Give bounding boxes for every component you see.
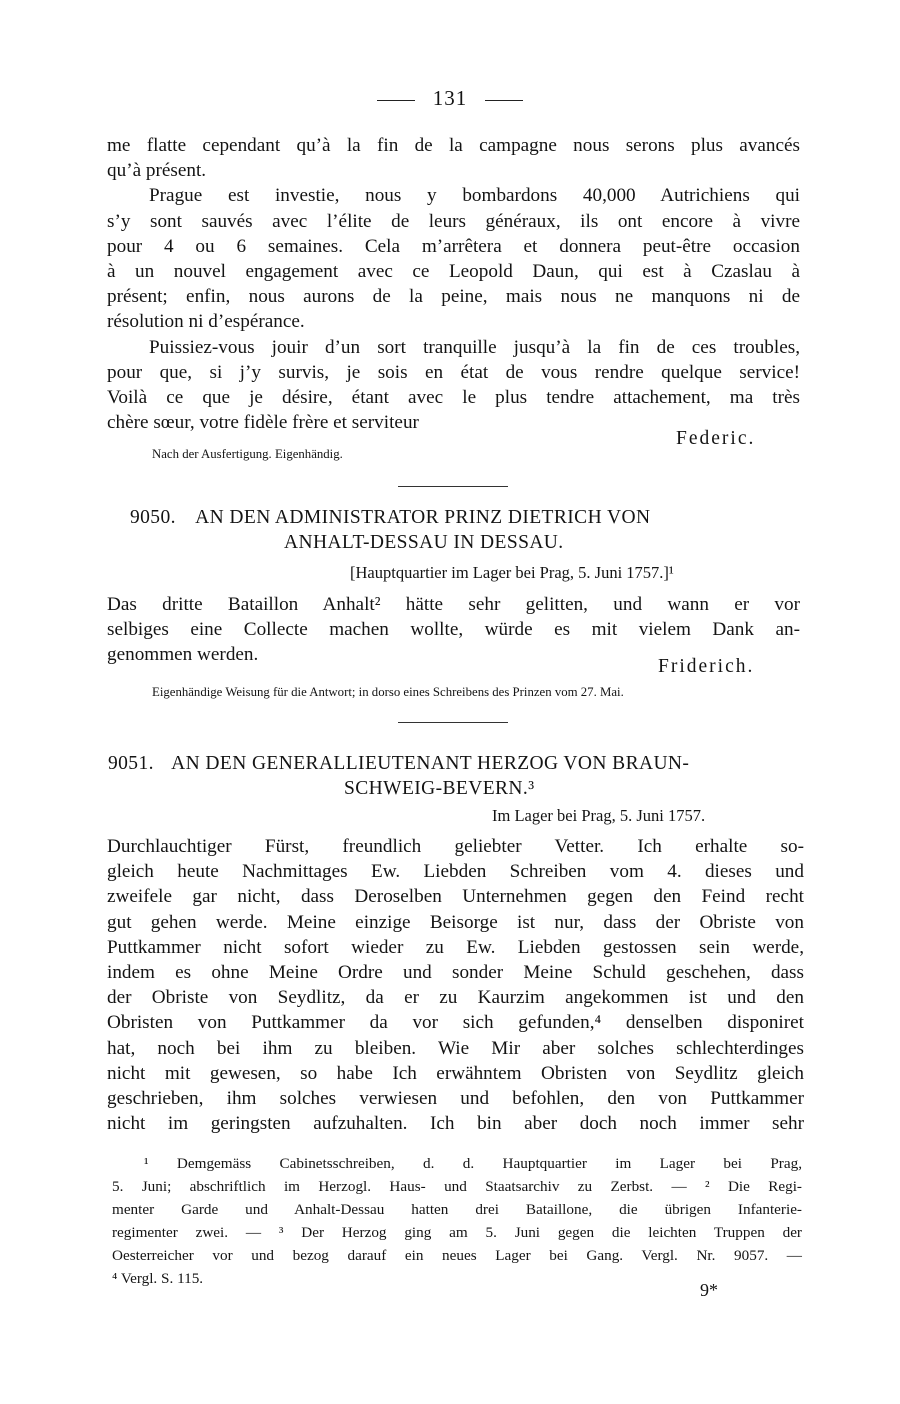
body-line: Obristen von Puttkammer da vor sich gefunden,⁴ denselben disponiret [107,1012,804,1034]
body-line: Voilà ce que je désire, étant avec le plus tendre attachement, ma très [107,386,800,408]
letter-continuation [107,133,800,435]
body-line: geschrieben, ihm solches verwiesen und befohlen, den von Puttkammer [107,1087,804,1109]
body-line: genommen werden. [107,644,259,666]
signature-friderich: Friderich. [658,656,755,677]
body-line: gleich heute Nachmittages Ew. Liebden Schreiben vom 4. dieses und [107,861,804,883]
body-line: Puttkammer nicht sofort wieder zu Ew. Liebden gestossen sein werde, [107,936,804,958]
body-line: s’y sont sauvés avec l’élite de leurs généraux, ils ont encore à vivre [107,210,800,232]
body-line: pour 4 ou 6 semaines. Cela m’arrêtera et donnera peut-être occasion [107,235,800,257]
letter-heading [108,753,689,775]
body-line: qu’à présent. [107,160,207,182]
body-line: présent; enfin, nous aurons de la peine, mais nous ne manquons ni de [107,286,800,308]
letter-number: 9051. [108,753,154,774]
letter-heading-line: SCHWEIG-BEVERN.³ [344,778,535,799]
body-line: Das dritte Bataillon Anhalt² hätte sehr gelitten, und wann er vor [107,594,800,615]
page-number-rule-right [485,100,523,101]
signature-federic: Federic. [676,428,756,449]
body-line: hat, noch bei ihm zu bleiben. Wie Mir aber solches schlechterdinges [107,1037,804,1059]
dateline: Im Lager bei Prag, 5. Juni 1757. [492,806,706,825]
footnote-line: Oesterreicher vor und bezog darauf ein neues Lager bei Gang. Vergl. Nr. 9057. — [112,1247,802,1264]
section-divider [398,486,508,487]
body-line: chère sœur, votre fidèle frère et serviteur [107,412,419,434]
body-line: nicht mit gewesen, so habe Ich erwähntem Obristen von Seydlitz gleich [107,1062,804,1084]
letter-heading [130,507,650,529]
letter-heading-line: ANHALT-DESSAU IN DESSAU. [284,532,564,553]
body-line: Durchlauchtiger Fürst, freundlich geliebter Vetter. Ich erhalte so- [107,836,804,857]
footnote-line: 5. Juni; abschriftlich im Herzogl. Haus- und Staatsarchiv zu Zerbst. — ² Die Regi- [112,1178,802,1195]
page-number-rule-left [377,100,415,101]
body-line: pour que, si j’y survis, je sois en état de vous rendre quelque service! [107,361,800,383]
body-line: Prague est investie, nous y bombardons 40,000 Autrichiens qui [149,185,800,207]
footnote-line: ⁴ Vergl. S. 115. [112,1270,204,1287]
sheet-signature: 9* [700,1280,718,1300]
letter-body [107,834,804,1136]
body-line: Puissiez-vous jouir d’un sort tranquille jusqu’à la fin de ces troubles, [149,336,800,358]
source-note: Eigenhändige Weisung für die Antwort; in dorso eines Schreibens des Prinzen vom 27. Mai. [152,685,624,699]
body-line: nicht im geringsten aufzuhalten. Ich bin aber doch noch immer sehr [107,1113,804,1135]
letter-heading-line: AN DEN GENERALLIEUTENANT HERZOG VON BRAUN- [171,753,690,774]
body-line: gut gehen werde. Meine einzige Beisorge ist nur, dass der Obriste von [107,911,804,933]
body-line: zweifele gar nicht, dass Deroselben Unternehmen gegen den Feind recht [107,886,804,908]
body-line: résolution ni d’espérance. [107,311,305,333]
letter-heading-line: AN DEN ADMINISTRATOR PRINZ DIETRICH VON [195,507,651,528]
section-divider [398,722,508,723]
footnote-line: ¹ Demgemäss Cabinetsschreiben, d. d. Hauptquartier im Lager bei Prag, [144,1155,802,1172]
body-line: selbiges eine Collecte machen wollte, würde es mit vielem Dank an- [107,619,800,641]
dateline: [Hauptquartier im Lager bei Prag, 5. Juni 1757.]¹ [350,563,674,582]
footnote-line: menter Garde und Anhalt-Dessau hatten drei Bataillone, die übrigen Infanterie- [112,1201,802,1218]
body-line: à un nouvel engagement avec ce Leopold Daun, qui est à Czaslau à [107,260,800,282]
letter-number: 9050. [130,507,176,528]
body-line: der Obriste von Seydlitz, da er zu Kaurzim angekommen ist und den [107,987,804,1009]
page-number [0,86,900,111]
body-line: me flatte cependant qu’à la fin de la campagne nous serons plus avancés [107,135,800,156]
body-line: indem es ohne Meine Ordre und sonder Meine Schuld geschehen, dass [107,961,804,983]
footnotes [112,1152,802,1290]
footnote-line: regimenter zwei. — ³ Der Herzog ging am 5. Juni gegen die leichten Truppen der [112,1224,802,1241]
source-note: Nach der Ausfertigung. Eigenhändig. [152,447,343,461]
page-number-text: 131 [432,86,468,110]
